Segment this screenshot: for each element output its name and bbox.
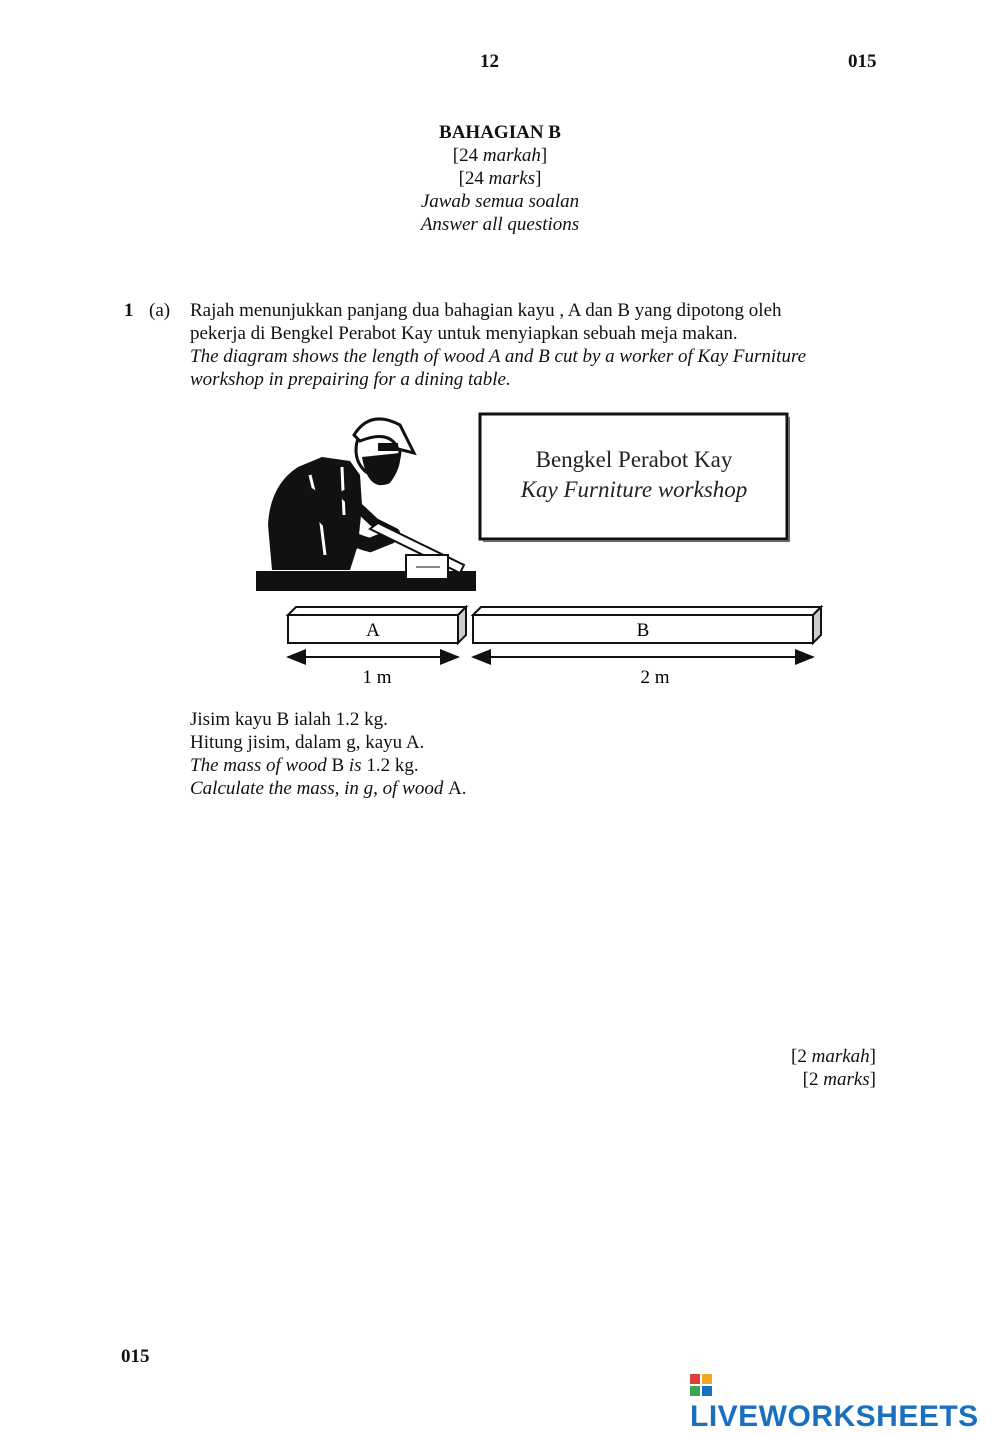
task-en-text: The mass of wood: [190, 755, 332, 776]
marks-close: ]: [869, 1069, 876, 1090]
task-en-text: B: [331, 755, 345, 776]
question-number: 1: [124, 300, 134, 321]
marks-close: ]: [540, 145, 548, 166]
marks-word: marks: [488, 168, 536, 189]
marks-open: [2: [802, 1069, 824, 1090]
liveworksheets-icon: [690, 1372, 714, 1400]
page-number: 12: [480, 51, 499, 72]
wood-b-label: B: [636, 620, 650, 641]
task-en-text: 1.2 kg.: [366, 755, 419, 776]
task-en-text: A.: [448, 778, 467, 799]
task-en-line: [190, 754, 790, 777]
paper-code-footer: 015: [121, 1346, 150, 1367]
intro-ms-line: Rajah menunjukkan panjang dua bahagian kayu , A dan B yang dipotong oleh: [190, 300, 782, 321]
question-task: [190, 708, 790, 800]
task-en-text: Calculate the mass, in g, of wood: [190, 778, 449, 799]
liveworksheets-logo[interactable]: [690, 1372, 990, 1433]
intro-en-line: The diagram shows the length of wood A and B cut by a worker of Kay Furniture: [190, 346, 807, 367]
wood-a: [288, 607, 466, 643]
wood-b: [473, 607, 821, 643]
section-heading: [300, 121, 700, 236]
wood-a-label: A: [366, 620, 380, 641]
question-part: (a): [149, 300, 171, 321]
marks-ms: [600, 1045, 876, 1068]
section-marks-ms: [300, 144, 700, 167]
marks-word: markah: [811, 1046, 870, 1067]
question-marks: [600, 1045, 876, 1091]
task-en-text: is: [344, 755, 367, 776]
wood-b-length: 2 m: [640, 667, 670, 688]
instruction-en: Answer all questions: [420, 214, 580, 235]
task-ms-line: Hitung jisim, dalam g, kayu A.: [190, 732, 425, 753]
wood-a-length: 1 m: [362, 667, 392, 688]
question-intro: [190, 299, 890, 391]
marks-word: marks: [823, 1069, 870, 1090]
marks-word: markah: [482, 145, 541, 166]
marks-num: [24: [458, 168, 489, 189]
section-marks-en: [300, 167, 700, 190]
wood-diagram: [250, 405, 830, 695]
marks-en: [600, 1068, 876, 1091]
intro-ms-line: pekerja di Bengkel Perabot Kay untuk menyiapkan sebuah meja makan.: [190, 323, 738, 344]
worker-beard: [362, 453, 400, 485]
section-title: BAHAGIAN B: [439, 122, 561, 143]
sign-title-ms: Bengkel Perabot Kay: [535, 447, 733, 472]
carpenter-illustration: [256, 419, 476, 591]
intro-en-line: workshop in prepairing for a dining table.: [190, 369, 511, 390]
task-en-line: [190, 777, 790, 800]
task-ms-line: Jisim kayu B ialah 1.2 kg.: [190, 709, 388, 730]
marks-num: [24: [452, 145, 483, 166]
paper-code-header: 015: [848, 51, 877, 72]
marks-open: [2: [791, 1046, 812, 1067]
marks-close: ]: [535, 168, 542, 189]
sign-title-en: Kay Furniture workshop: [520, 477, 748, 502]
instruction-ms: Jawab semua soalan: [420, 191, 580, 212]
liveworksheets-wordmark: LIVEWORKSHEETS: [690, 1400, 979, 1433]
marks-close: ]: [869, 1046, 876, 1067]
